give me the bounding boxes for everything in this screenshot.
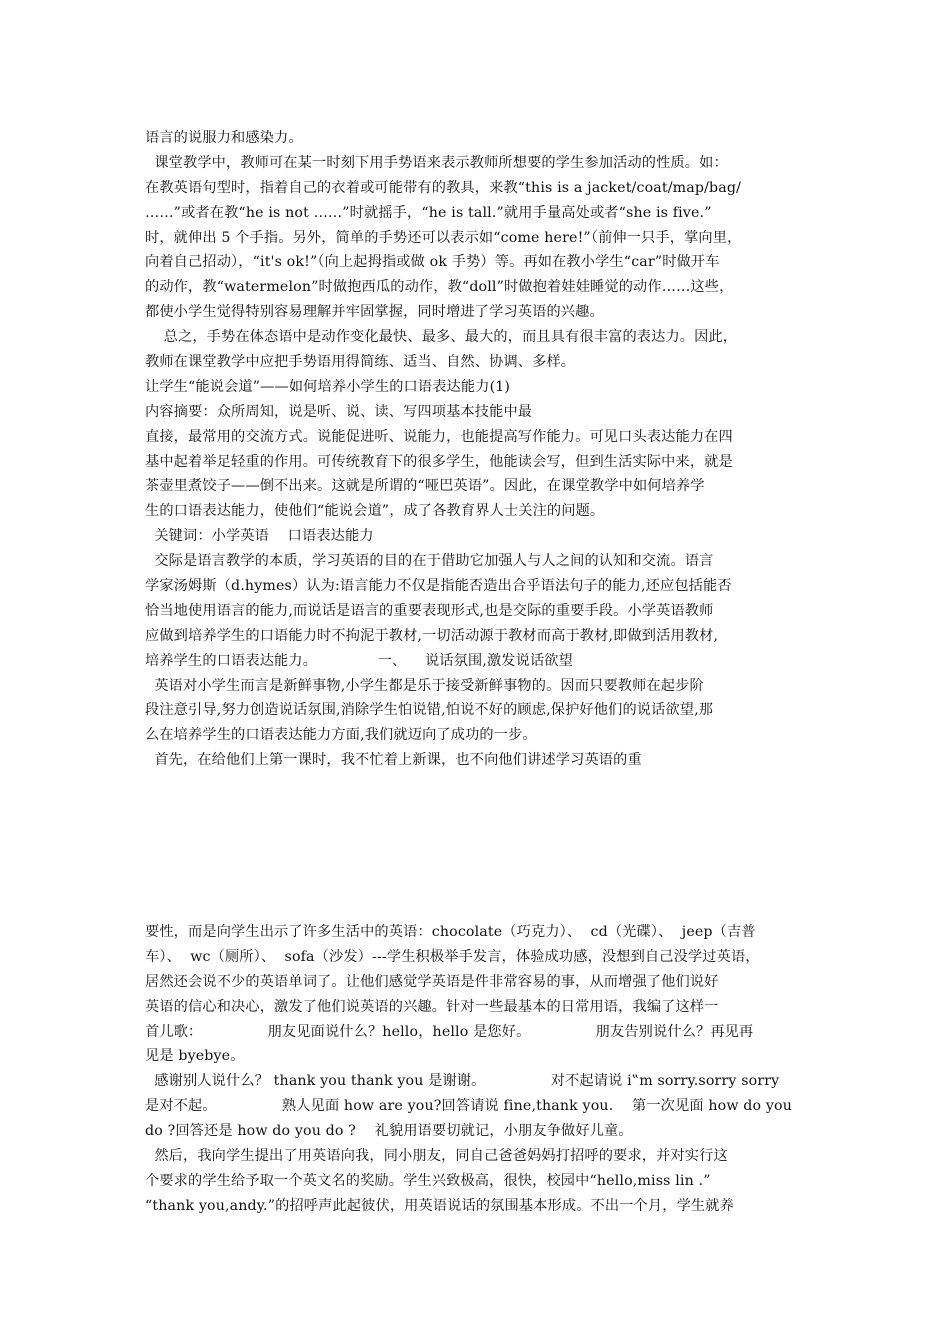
text-line: 直接，最常用的交流方式。说能促进听、说能力，也能提高写作能力。可见口头表达能力在四 [145, 428, 733, 445]
text-line: 个要求的学生给予取一个英文名的奖励。学生兴致极高，很快，校园中“hello,miss lin .” [145, 1172, 711, 1189]
text-line: 恰当地使用语言的能力,而说话是语言的重要表现形式,也是交际的重要手段。小学英语教师 [145, 602, 714, 619]
text-line: 生的口语表达能力，使他们“能说会道”，成了各教育界人士关注的问题。 [145, 503, 605, 520]
section-heading-line: 培养学生的口语表达能力。 一、 说话氛围,激发说话欲望 [145, 652, 573, 669]
text-line: 应做到培养学生的口语能力时不拘泥于教材,一切活动源于教材而高于教材,即做到活用教材, [145, 627, 719, 644]
text-line: 学家汤姆斯（d.hymes）认为:语言能力不仅是指能否造出合乎语法句子的能力,还应包括能否 [145, 578, 732, 595]
text-block-top [145, 126, 813, 773]
text-line: 车）、 wc（厕所）、 sofa（沙发）---学生积极举手发言，体验成功感，没想到自己没学过英语， [145, 948, 760, 965]
text-line: 见是 byebye。 [145, 1048, 245, 1065]
text-line: 是对不起。 熟人见面 how are you?回答请说 fine,thank you. 第一次见面 how do you [145, 1098, 792, 1115]
text-line: 交际是语言教学的本质，学习英语的目的在于借助它加强人与人之间的认知和交流。语言 [145, 553, 714, 570]
text-line: 然后，我向学生提出了用英语向我，同小朋友，同自己爸爸妈妈打招呼的要求，并对实行这 [145, 1148, 728, 1165]
text-line: 基中起着举足轻重的作用。可传统教育下的很多学生，他能读会写，但到生活实际中来，就是 [145, 453, 733, 470]
text-line: 教师在课堂教学中应把手势语用得简练、适当、自然、协调、多样。 [145, 354, 576, 371]
text-line: 段注意引导,努力创造说话氛围,消除学生怕说错,怕说不好的顾虑,保护好他们的说话欲望,那 [145, 702, 714, 719]
text-line: 首儿歌： 朋友见面说什么？hello，hello 是您好。 朋友告别说什么？再见再 [145, 1023, 754, 1040]
text-line: 总之，手势在体态语中是动作变化最快、最多、最大的，而且具有很丰富的表达力。因此， [145, 329, 738, 346]
text-line: do ?回答还是 how do you do ? 礼貌用语要切就记，小朋友争做好儿童。 [145, 1123, 633, 1140]
text-line: 要性，而是向学生出示了许多生活中的英语：chocolate（巧克力）、 cd（光碟）、 jeep（吉普 [145, 924, 756, 940]
text-line: 的动作，教“watermelon”时做抱西瓜的动作，教“doll”时做抱着娃娃睡觉的动作……这些， [145, 279, 734, 296]
abstract-line: 内容摘要：众所周知，说是听、说、读、写四项基本技能中最 [145, 403, 533, 420]
text-line: 在教英语句型时，指着自己的衣着或可能带有的教具，来教“this is a jacket/coat/map/bag/ [145, 179, 742, 196]
text-line: ……”或者在教“he is not ……”时就摇手，“he is tall.”就用手量高处或者“she is five.” [145, 204, 712, 221]
text-line: 茶壶里煮饺子——倒不出来。这就是所谓的“哑巴英语”。因此，在课堂教学中如何培养学 [145, 478, 705, 495]
text-line: 都使小学生觉得特别容易理解并牢固掌握，同时增进了学习英语的兴趣。 [145, 304, 604, 321]
text-line: 首先，在给他们上第一课时，我不忙着上新课，也不向他们讲述学习英语的重 [145, 752, 642, 769]
article-title: 让学生“能说会道”——如何培养小学生的口语表达能力(1) [145, 378, 511, 395]
text-line: 向着自己招动），“it's ok!”（向上起拇指或做 ok 手势）等。再如在教小学生“car”时做开车 [145, 254, 720, 271]
keywords-line: 关键词：小学英语 口语表达能力 [145, 528, 374, 545]
text-line: 语言的说服力和感染力。 [145, 130, 303, 146]
text-line: 英语的信心和决心，激发了他们说英语的兴趣。针对一些最基本的日常用语，我编了这样一 [145, 998, 719, 1015]
text-line: 感谢别人说什么？ thank you thank you 是谢谢。 对不起请说 i‟m sorry.sorry sorry [145, 1073, 780, 1090]
text-line: “thank you,andy.”的招呼声此起彼伏，用英语说话的氛围基本形成。不出一个月，学生就养 [145, 1197, 734, 1214]
text-line: 英语对小学生而言是新鲜事物,小学生都是乐于接受新鲜事物的。因而只要教师在起步阶 [145, 677, 704, 694]
text-line: 居然还会说不少的英语单词了。让他们感觉学英语是件非常容易的事，从而增强了他们说好 [145, 973, 719, 990]
text-line: 时，就伸出 5 个手指。另外，简单的手势还可以表示如“come here!”（前伸一只手，掌向里， [145, 229, 742, 246]
text-block-bottom [145, 920, 813, 1219]
text-line: 么在培养学生的口语表达能力方面,我们就迈向了成功的一步。 [145, 727, 537, 744]
text-line: 课堂教学中，教师可在某一时刻下用手势语来表示教师所想要的学生参加活动的性质。如： [145, 154, 728, 171]
